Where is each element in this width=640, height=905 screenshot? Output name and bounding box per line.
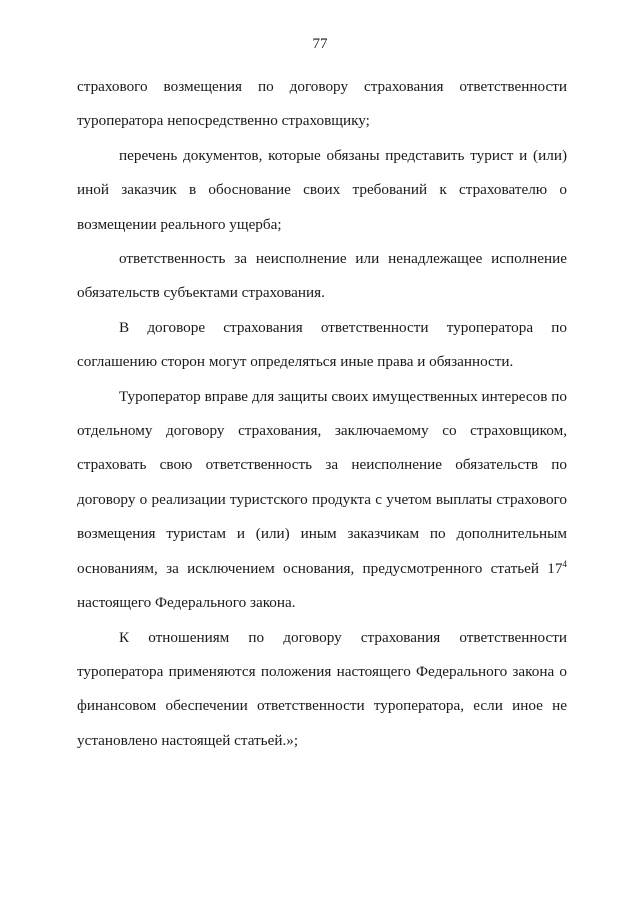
paragraph-text-before: Туроператор вправе для защиты своих имущественных интересов по отдельному договору страхования, заключаемому со страховщиком, страховать свою ответственность за неисполнение обязательств по договору о реализации туристского продукта с учетом выплаты страхового возмещения туристам и (или) иным заказчикам по дополнительным основаниям, за исключением основания, предусмотренного статьей 17	[77, 387, 567, 577]
paragraph-tour-operator-insurance	[77, 380, 567, 621]
page-number: 77	[312, 36, 328, 52]
paragraph-liability: ответственность за неисполнение или ненадлежащее исполнение обязательств субъектами страхования.	[77, 250, 567, 302]
paragraph-text-after: настоящего Федерального закона.	[77, 594, 296, 612]
paragraph-document-list: перечень документов, которые обязаны представить турист и (или) иной заказчик в обоснование своих требований к страхователю о возмещении реального ущерба;	[77, 146, 567, 233]
paragraph-continuation: страхового возмещения по договору страхования ответственности туроператора непосредственно страховщику;	[77, 78, 567, 130]
article-superscript: 4	[562, 558, 567, 569]
paragraph-agreement: В договоре страхования ответственности туроператора по соглашению сторон могут определяться иные права и обязанности.	[77, 318, 567, 371]
document-body	[77, 70, 567, 758]
paragraph-applicable-provisions: К отношениям по договору страхования ответственности туроператора применяются положения настоящего Федерального закона о финансовом обеспечении ответственности туроператора, если иное не установлено настоящей статьей.»;	[77, 628, 567, 749]
